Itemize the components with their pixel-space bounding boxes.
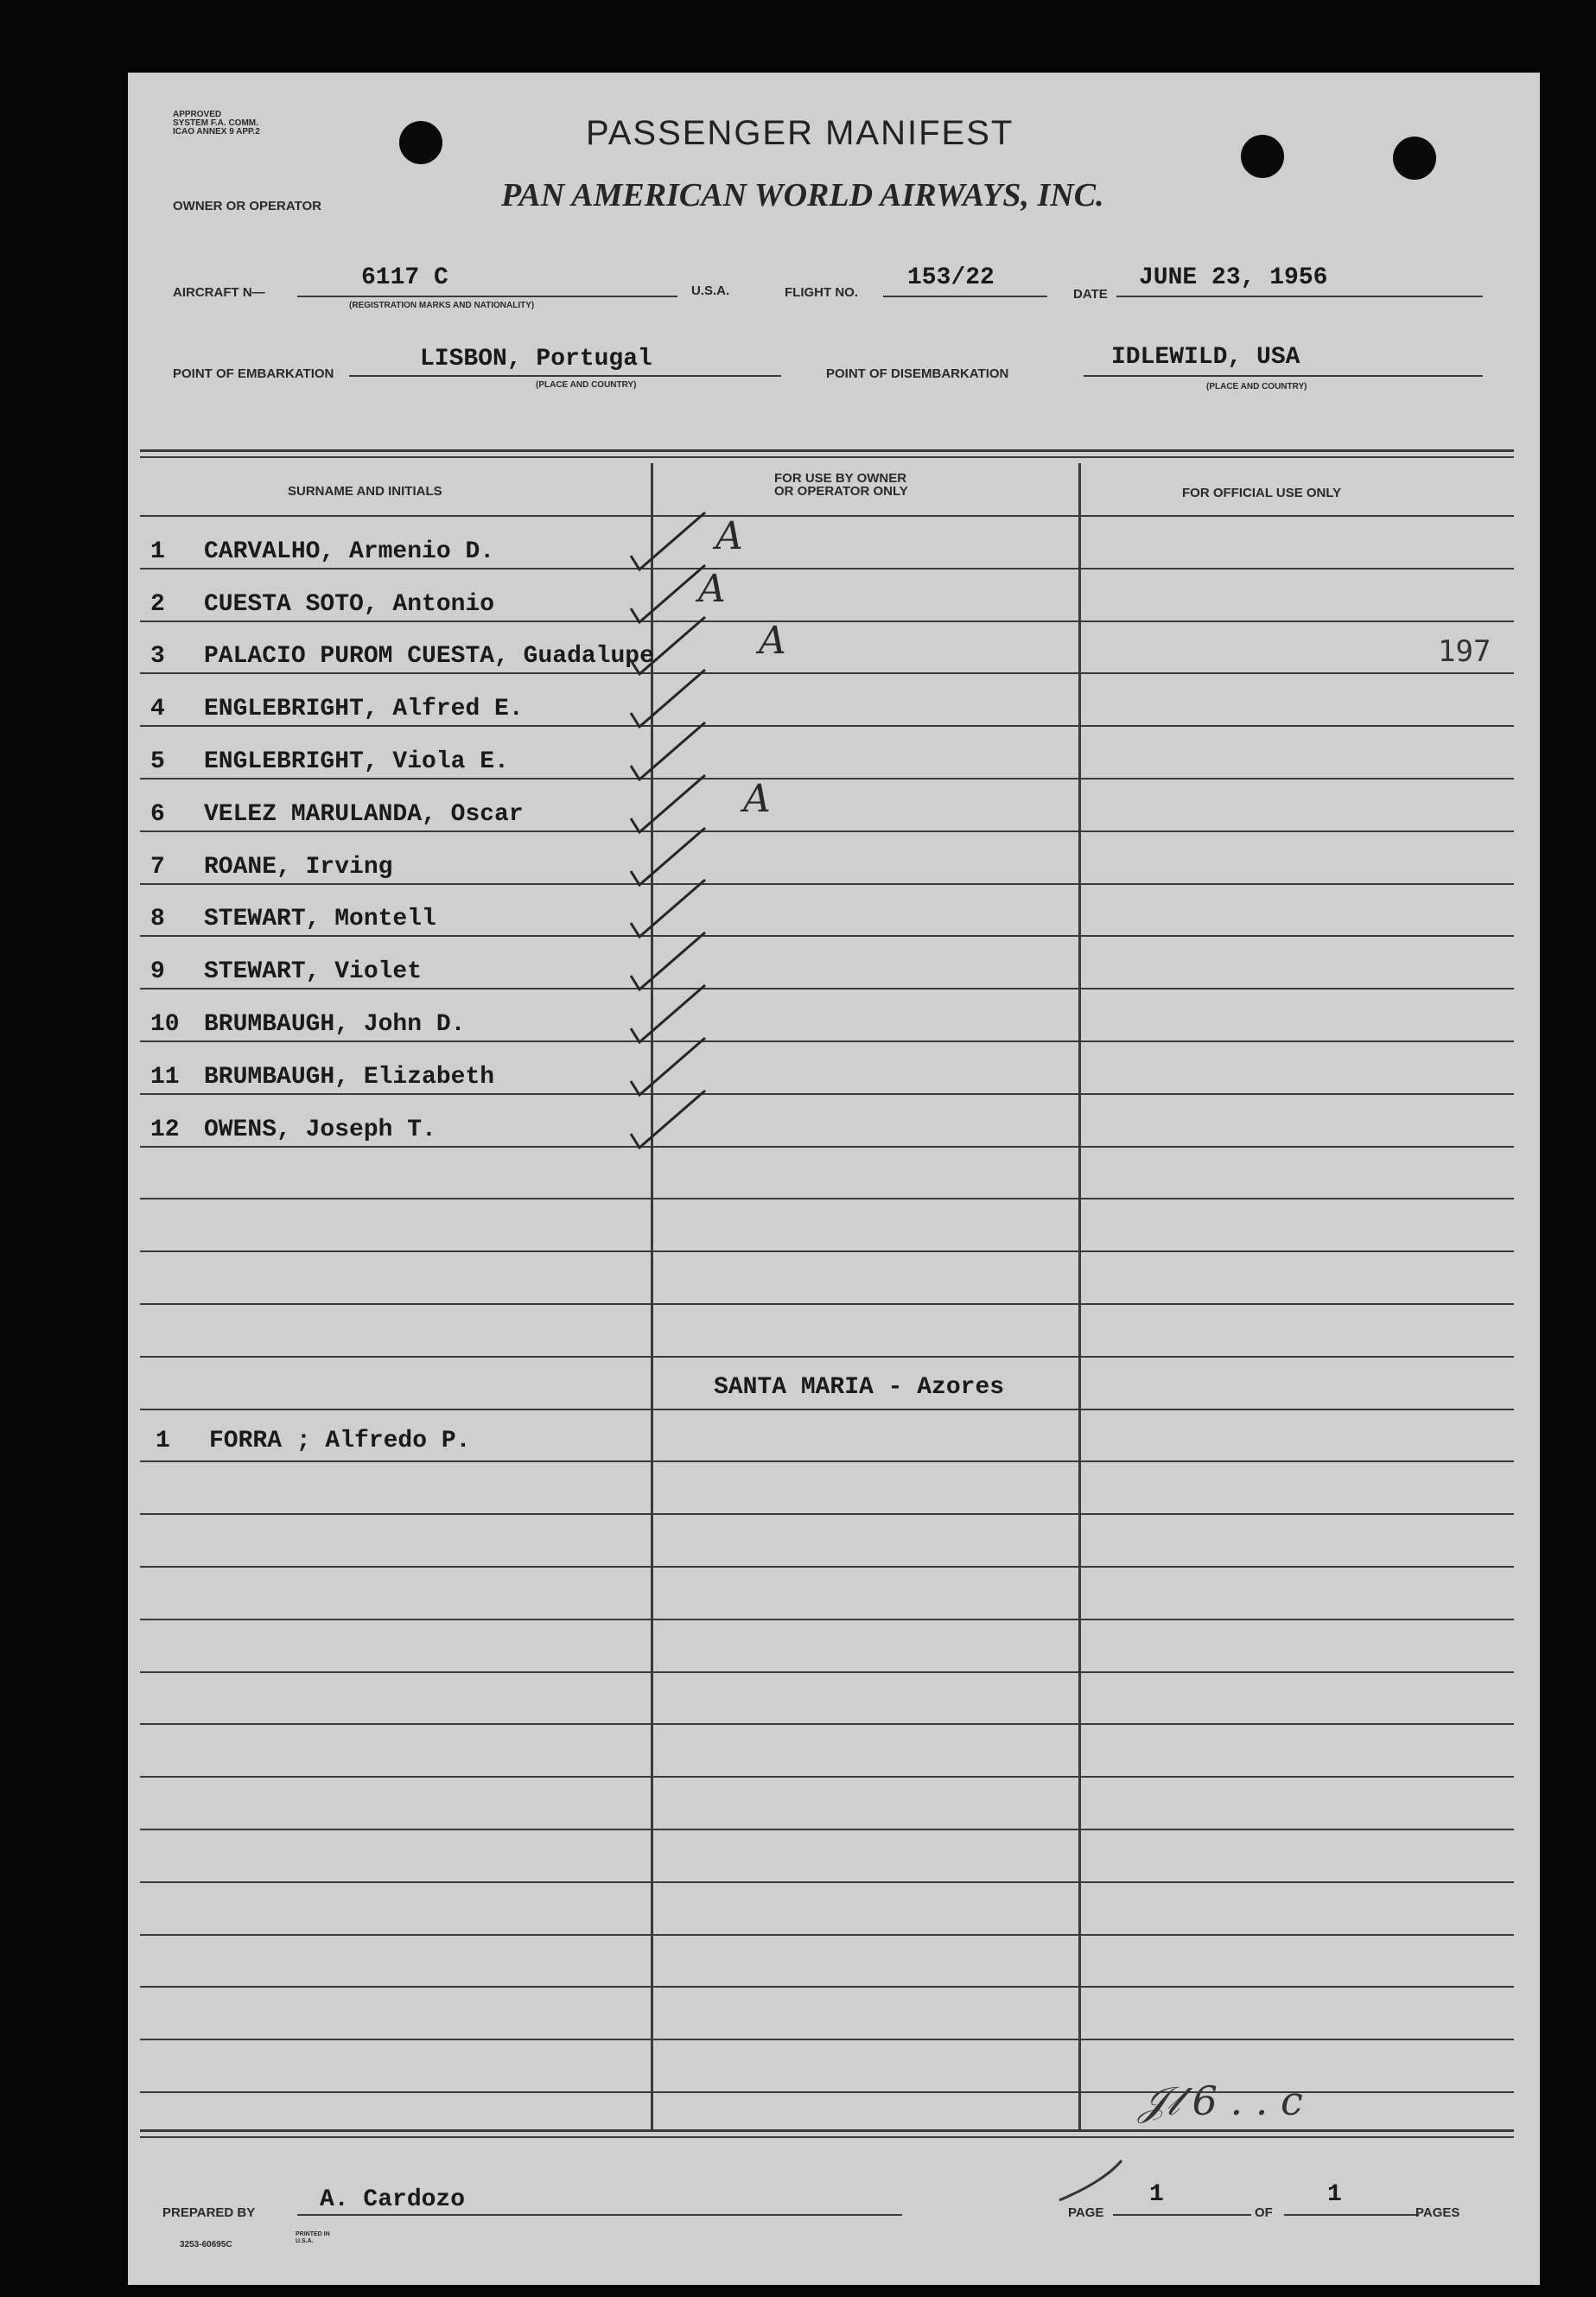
embark-value: LISBON, Portugal xyxy=(420,346,652,372)
signature-stroke xyxy=(1052,2155,1130,2207)
total-pages: 1 xyxy=(1327,2181,1342,2208)
passenger-number: 4 xyxy=(150,696,165,722)
registration-caption: (REGISTRATION MARKS AND NATIONALITY) xyxy=(349,301,535,310)
passenger-name: ENGLEBRIGHT, Alfred E. xyxy=(204,696,524,722)
of-label: OF xyxy=(1255,2205,1273,2220)
passenger-name: ROANE, Irving xyxy=(204,854,393,881)
flight-value: 153/22 xyxy=(907,264,995,291)
approval-note: APPROVED SYSTEM F.A. COMM. ICAO ANNEX 9 APP.2 xyxy=(173,110,260,137)
passenger-number: 5 xyxy=(150,748,165,775)
row-rule xyxy=(140,1566,1514,1568)
disembark-label: POINT OF DISEMBARKATION xyxy=(826,366,1009,381)
usa-label: U.S.A. xyxy=(691,283,730,298)
row-rule xyxy=(140,1986,1514,1988)
page-title: PASSENGER MANIFEST xyxy=(586,114,1014,152)
row-rule xyxy=(140,830,1514,832)
row-rule xyxy=(140,1040,1514,1042)
row-rule xyxy=(140,1671,1514,1673)
page-number: 1 xyxy=(1149,2181,1164,2208)
row-rule xyxy=(140,1303,1514,1305)
row-rule xyxy=(140,1250,1514,1252)
row-rule xyxy=(140,1513,1514,1515)
row-rule xyxy=(140,1934,1514,1936)
manifest-sheet xyxy=(128,73,1540,2285)
row-rule xyxy=(140,620,1514,622)
row-rule xyxy=(140,935,1514,937)
passenger-name: FORRA ; Alfredo P. xyxy=(209,1428,471,1454)
prepared-value: A. Cardozo xyxy=(320,2186,466,2213)
row-rule xyxy=(140,1093,1514,1095)
row-rule xyxy=(140,725,1514,727)
passenger-number: 6 xyxy=(150,801,165,828)
flight-label: FLIGHT NO. xyxy=(785,285,858,300)
punch-hole xyxy=(1393,137,1436,180)
row-rule xyxy=(140,672,1514,674)
passenger-number: 7 xyxy=(150,854,165,881)
passenger-name: STEWART, Montell xyxy=(204,906,436,932)
passenger-number: 1 xyxy=(150,538,165,565)
row-rule xyxy=(140,988,1514,989)
punch-hole xyxy=(1241,135,1284,178)
disembark-value: IDLEWILD, USA xyxy=(1111,344,1300,371)
embark-caption: (PLACE AND COUNTRY) xyxy=(536,380,637,390)
passenger-number: 1 xyxy=(156,1428,170,1454)
passenger-number: 10 xyxy=(150,1011,180,1038)
prepared-label: PREPARED BY xyxy=(162,2205,256,2220)
passenger-name: ENGLEBRIGHT, Viola E. xyxy=(204,748,509,775)
form-number: 3253-60695C xyxy=(180,2240,232,2249)
row-rule xyxy=(140,1146,1514,1148)
owner-label: OWNER OR OPERATOR xyxy=(173,199,321,213)
passenger-number: 12 xyxy=(150,1117,180,1143)
row-rule xyxy=(140,1723,1514,1725)
passenger-name: BRUMBAUGH, John D. xyxy=(204,1011,466,1038)
official-number: 197 xyxy=(1438,634,1491,669)
col-official-header: FOR OFFICIAL USE ONLY xyxy=(1182,486,1342,500)
date-value: JUNE 23, 1956 xyxy=(1139,264,1328,291)
passenger-number: 9 xyxy=(150,958,165,985)
row-rule xyxy=(140,1198,1514,1199)
page-label: PAGE xyxy=(1068,2205,1104,2220)
row-rule xyxy=(140,778,1514,779)
handwritten-a-mark: A xyxy=(698,567,726,611)
row-rule xyxy=(140,2091,1514,2093)
handwritten-a-mark: A xyxy=(743,777,771,821)
passenger-name: STEWART, Violet xyxy=(204,958,423,985)
date-label: DATE xyxy=(1073,287,1108,302)
passenger-name: CARVALHO, Armenio D. xyxy=(204,538,495,565)
passenger-name: CUESTA SOTO, Antonio xyxy=(204,591,495,618)
row-rule xyxy=(140,2039,1514,2040)
row-rule xyxy=(140,1829,1514,1830)
row-rule xyxy=(140,568,1514,569)
pages-label: PAGES xyxy=(1415,2205,1460,2220)
row-rule xyxy=(140,1409,1514,1410)
row-rule xyxy=(140,1619,1514,1620)
passenger-number: 11 xyxy=(150,1064,180,1091)
check-mark xyxy=(622,1087,717,1156)
row-rule xyxy=(140,515,1514,517)
punch-hole xyxy=(399,121,442,164)
embark-label: POINT OF EMBARKATION xyxy=(173,366,334,381)
official-signature: 𝒥𝓁 6 . . c xyxy=(1139,2077,1303,2124)
row-rule xyxy=(140,883,1514,885)
col-surname-header: SURNAME AND INITIALS xyxy=(288,484,442,499)
row-rule xyxy=(140,1776,1514,1778)
passenger-name: OWENS, Joseph T. xyxy=(204,1117,436,1143)
owner-value: PAN AMERICAN WORLD AIRWAYS, INC. xyxy=(501,177,1104,213)
aircraft-value: 6117 C xyxy=(361,264,448,291)
handwritten-a-mark: A xyxy=(759,619,786,663)
aircraft-label: AIRCRAFT N— xyxy=(173,285,265,300)
passenger-name: VELEZ MARULANDA, Oscar xyxy=(204,801,524,828)
row-rule xyxy=(140,1460,1514,1462)
passenger-name: PALACIO PUROM CUESTA, Guadalupe xyxy=(204,643,654,670)
stop-heading: SANTA MARIA - Azores xyxy=(714,1374,1005,1401)
row-rule xyxy=(140,1356,1514,1358)
passenger-number: 2 xyxy=(150,591,165,618)
row-rule xyxy=(140,1881,1514,1883)
handwritten-a-mark: A xyxy=(715,514,743,558)
printed-in: PRINTED IN U.S.A. xyxy=(296,2231,330,2244)
col-owner-header: FOR USE BY OWNER OR OPERATOR ONLY xyxy=(774,471,908,499)
passenger-name: BRUMBAUGH, Elizabeth xyxy=(204,1064,495,1091)
disembark-caption: (PLACE AND COUNTRY) xyxy=(1206,382,1307,391)
passenger-number: 8 xyxy=(150,906,165,932)
passenger-number: 3 xyxy=(150,643,165,670)
